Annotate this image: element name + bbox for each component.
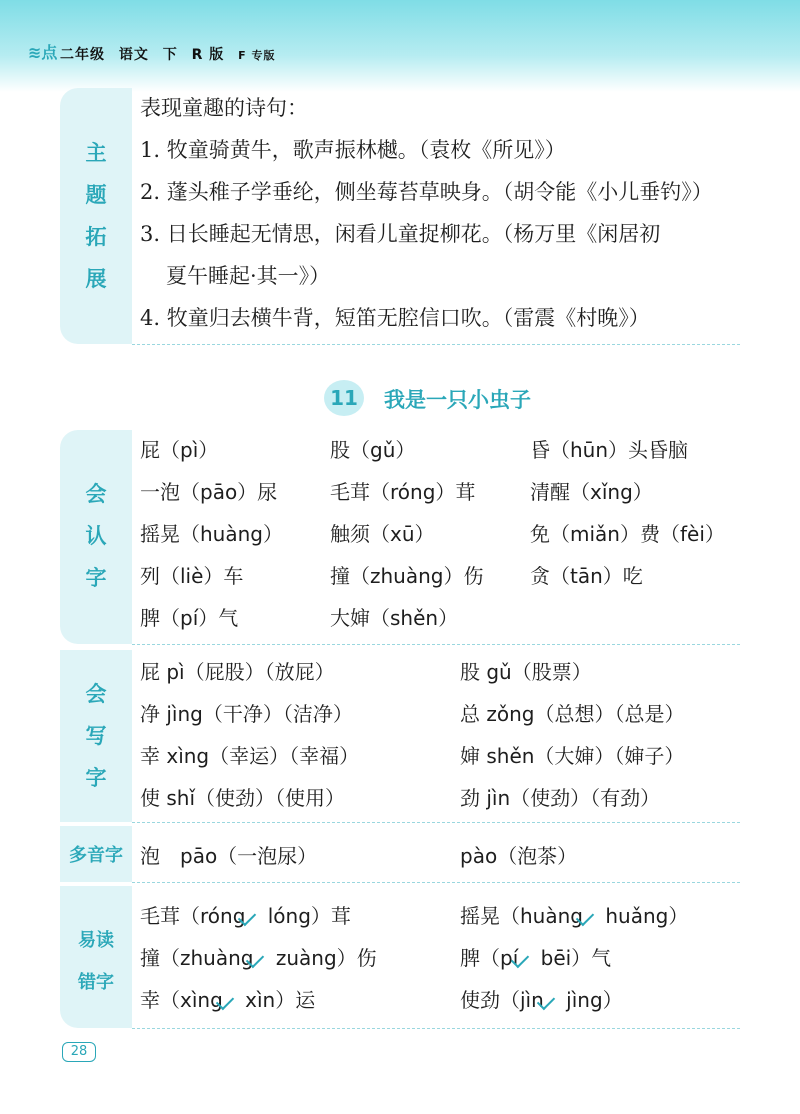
write-section xyxy=(60,650,740,822)
correct-reading: 摇晃（huàng xyxy=(460,904,583,928)
side-char: 会 xyxy=(85,482,107,506)
recognize-section xyxy=(60,430,740,644)
polyphone-right: pào（泡茶） xyxy=(460,844,578,868)
divider xyxy=(132,1028,740,1029)
misread-cell xyxy=(140,984,315,1013)
write-cell: 使 shǐ（使劲）（使用） xyxy=(140,786,346,810)
side-char: 认 xyxy=(85,524,107,548)
misread-cell xyxy=(460,942,611,971)
recognize-cell: 脾（pí）气 xyxy=(140,606,239,630)
side-char: 字 xyxy=(85,566,107,590)
misread-label-1: 易读 xyxy=(78,930,114,951)
polyphone-side-label: 多音字 xyxy=(69,845,123,866)
lesson-title-bar xyxy=(0,380,800,416)
correct-reading: 脾（pí xyxy=(460,946,519,970)
page-number: 28 xyxy=(62,1042,96,1062)
recognize-cell: 撞（zhuàng）伤 xyxy=(330,564,484,588)
wrong-reading: lóng）茸 xyxy=(267,904,351,928)
poem-line-1: 1. 牧童骑黄牛，歌声振林樾。（袁枚《所见》） xyxy=(140,138,566,162)
misread-cell xyxy=(460,900,688,929)
misread-side-label xyxy=(60,920,132,1004)
wrong-reading: xìn）运 xyxy=(245,988,316,1012)
side-char: 主 xyxy=(85,141,107,165)
edition: R 版 xyxy=(191,47,225,63)
wrong-reading: jìng） xyxy=(566,988,623,1012)
write-cell: 净 jìng（干净）（洁净） xyxy=(140,702,353,726)
recognize-cell: 清醒（xǐng） xyxy=(530,480,653,504)
write-cell: 股 gǔ（股票） xyxy=(460,660,592,684)
side-char: 写 xyxy=(85,724,107,748)
side-char: 拓 xyxy=(85,225,107,249)
book-header xyxy=(60,44,284,64)
misread-cell xyxy=(460,984,623,1013)
poem-line-3b: 夏午睡起·其一》） xyxy=(166,264,331,288)
polyphone-section xyxy=(60,826,740,882)
side-char: 会 xyxy=(85,682,107,706)
wrong-reading: zuàng）伤 xyxy=(275,946,377,970)
recognize-cell: 免（miǎn）费（fèi） xyxy=(530,522,725,546)
grade: 二年级 xyxy=(60,47,105,63)
write-side-label xyxy=(60,670,132,802)
recognize-side-label xyxy=(60,470,132,602)
recognize-cell: 摇晃（huàng） xyxy=(140,522,283,546)
recognize-cell: 毛茸（róng）茸 xyxy=(330,480,476,504)
recognize-cell: 贪（tān）吃 xyxy=(530,564,643,588)
subject: 语文 xyxy=(118,47,149,63)
recognize-cell: 大婶（shěn） xyxy=(330,606,459,630)
misread-cell xyxy=(140,900,351,929)
poem-line-4: 4. 牧童归去横牛背，短笛无腔信口吹。（雷震《村晚》） xyxy=(140,306,650,330)
volume: 下 xyxy=(162,47,178,63)
brand-logo: ≋点 xyxy=(28,43,58,62)
side-char: 展 xyxy=(85,267,107,291)
poem-line-2: 2. 蓬头稚子学垂纶，侧坐莓苔草映身。（胡令能《小儿垂钓》） xyxy=(140,180,713,204)
write-cell: 屁 pì（屁股）（放屁） xyxy=(140,660,335,684)
edition-note: F 专版 xyxy=(238,49,276,62)
write-cell: 总 zǒng（总想）（总是） xyxy=(460,702,685,726)
theme-section xyxy=(60,88,740,344)
write-cell: 婶 shěn（大婶）（婶子） xyxy=(460,744,685,768)
theme-side-label xyxy=(60,128,132,304)
divider xyxy=(132,882,740,883)
poem-line-3: 3. 日长睡起无情思，闲看儿童捉柳花。（杨万里《闲居初 xyxy=(140,222,661,246)
side-char: 字 xyxy=(85,766,107,790)
lesson-number: 11 xyxy=(324,380,364,416)
wrong-reading: huǎng） xyxy=(605,904,689,928)
correct-reading: 使劲（jìn xyxy=(460,988,544,1012)
write-cell: 劲 jìn（使劲）（有劲） xyxy=(460,786,661,810)
polyphone-left: 泡 pāo（一泡尿） xyxy=(140,844,318,868)
recognize-cell: 昏（hūn）头昏脑 xyxy=(530,438,689,462)
divider xyxy=(132,644,740,645)
divider xyxy=(132,344,740,345)
recognize-cell: 屁（pì） xyxy=(140,438,219,462)
misread-section xyxy=(60,886,740,1028)
lesson-title: 我是一只小虫子 xyxy=(384,388,531,412)
correct-reading: 幸（xìng xyxy=(140,988,223,1012)
misread-label-2: 错字 xyxy=(78,972,114,993)
theme-intro: 表现童趣的诗句： xyxy=(140,96,308,120)
recognize-cell: 触须（xū） xyxy=(330,522,435,546)
wrong-reading: bēi）气 xyxy=(540,946,612,970)
recognize-cell: 股（gǔ） xyxy=(330,438,416,462)
correct-reading: 撞（zhuàng xyxy=(140,946,254,970)
write-cell: 幸 xìng（幸运）（幸福） xyxy=(140,744,360,768)
recognize-cell: 列（liè）车 xyxy=(140,564,244,588)
divider xyxy=(132,822,740,823)
recognize-cell: 一泡（pāo）尿 xyxy=(140,480,278,504)
misread-cell xyxy=(140,942,377,971)
side-char: 题 xyxy=(85,183,107,207)
correct-reading: 毛茸（róng xyxy=(140,904,246,928)
